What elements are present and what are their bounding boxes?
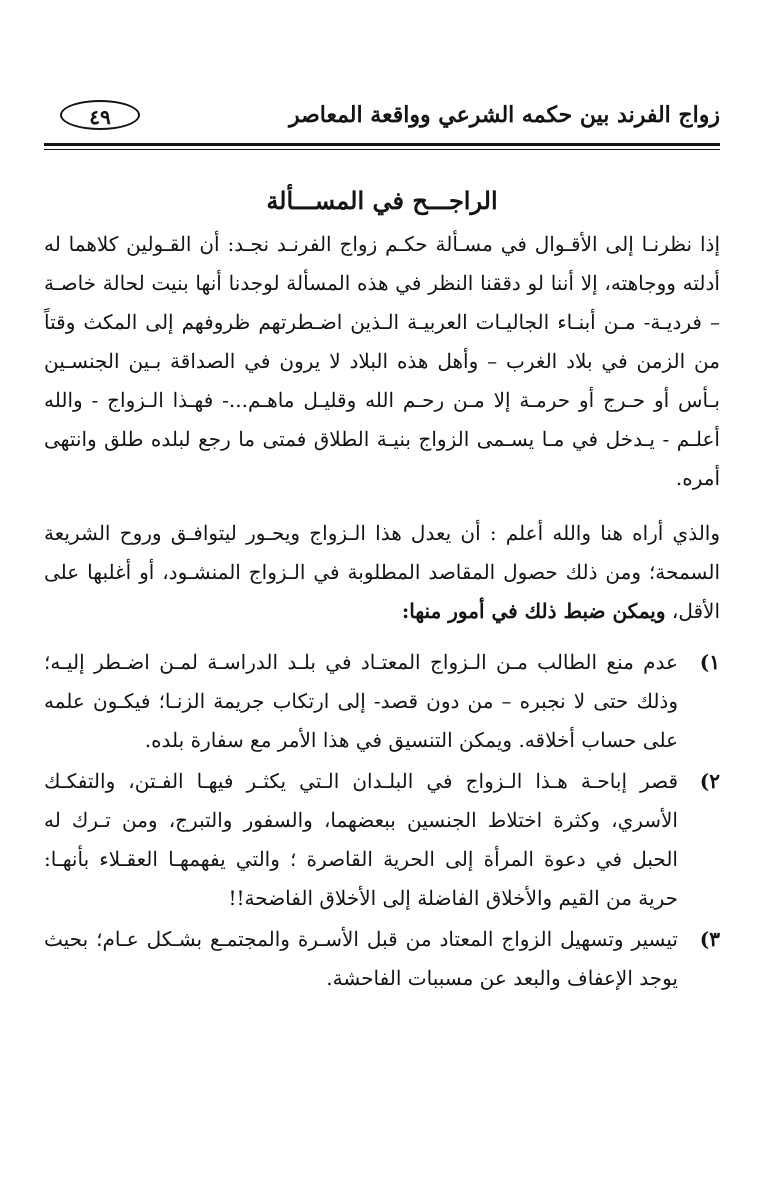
list-item-text: قصر إباحـة هـذا الـزواج في البلـدان الـتي يكثـر فيهـا الفـتن، والتفكـك الأسري، وكثرة اختلاط الجنسين ببعضهما، والسفور والتبرج، ومن تـرك له الحبل في دعوة المرأة إلى الحرية القاصرة ؛ والتي يفهمهـا العقـلاء بأنهـا: حرية من القيم والأخلاق الفاضلة إلى الأخلاق الفاضحة!! xyxy=(44,769,678,910)
list-item-text: تيسير وتسهيل الزواج المعتاد من قبل الأسـرة والمجتمـع بشـكل عـام؛ بحيث يوجد الإعفاف والبعد عن مسببات الفاحشة. xyxy=(44,927,678,990)
header-rule-thick xyxy=(44,143,720,146)
list-item-number: ٣) xyxy=(699,927,720,951)
list-item xyxy=(44,762,720,918)
numbered-list xyxy=(44,643,720,998)
page-number-badge: ٤٩ xyxy=(60,100,140,130)
paragraph-2-bold-text: ويمكن ضبط ذلك في أمور منها: xyxy=(401,599,666,623)
section-title: الراجـــح في المســـألة xyxy=(266,186,498,215)
list-item-text: عدم منع الطالب مـن الـزواج المعتـاد في بلـد الدراسـة لمـن اضـطر إليـه؛ وذلك حتى لا نجبره – من دون قصد- إلى ارتكاب جريمة الزنـا؛ فيكـون علمه على حساب أخلاقه. ويمكن التنسيق في هذا الأمر مع سفارة بلده. xyxy=(44,650,678,752)
paragraph-2-text: والذي أراه هنا والله أعلم : أن يعدل هذا الـزواج ويحـور ليتوافـق وروح الشريعة السمحة؛ ومن ذلك حصول المقاصد المطلوبة في الـزواج المنشـود، أو أغلبها على الأقل، xyxy=(44,521,720,623)
header-title: زواج الفرند بين حكمه الشرعي وواقعة المعاصر xyxy=(288,102,720,128)
list-item xyxy=(44,643,720,760)
page-content xyxy=(44,186,720,1000)
header-rule-thin xyxy=(44,149,720,150)
running-header xyxy=(44,100,720,140)
list-item xyxy=(44,920,720,998)
paragraph-1: إذا نظرنـا إلى الأقـوال في مسـألة حكـم زواج الفرنـد نجـد: أن القـولين كلاهما له أدلته ووجاهته، إلا أننا لو دققنا النظر في هذه المسألة لوجدنا أنها بنيت لحالة خاصـة – فرديـة- مـن أبنـاء الجاليـات العربيـة الـذين اضـطرتهم ظروفهم إلى المكث وقتاً من الزمن في بلاد الغرب – وأهل هذه البلاد لا يرون في الصداقة بـين الجنسـين بـأس أو حـرج أو حرمـة إلا مـن رحـم الله وقليـل ماهـم...- فهـذا الـزواج - والله أعلـم - يـدخل في مـا يسـمى الزواج بنيـة الطلاق فمتى ما رجع لبلده طلق وانتهى أمره. xyxy=(44,232,721,490)
list-item-number: ١) xyxy=(699,650,720,674)
list-item-number: ٢) xyxy=(699,769,720,793)
paragraph-2 xyxy=(44,514,720,631)
